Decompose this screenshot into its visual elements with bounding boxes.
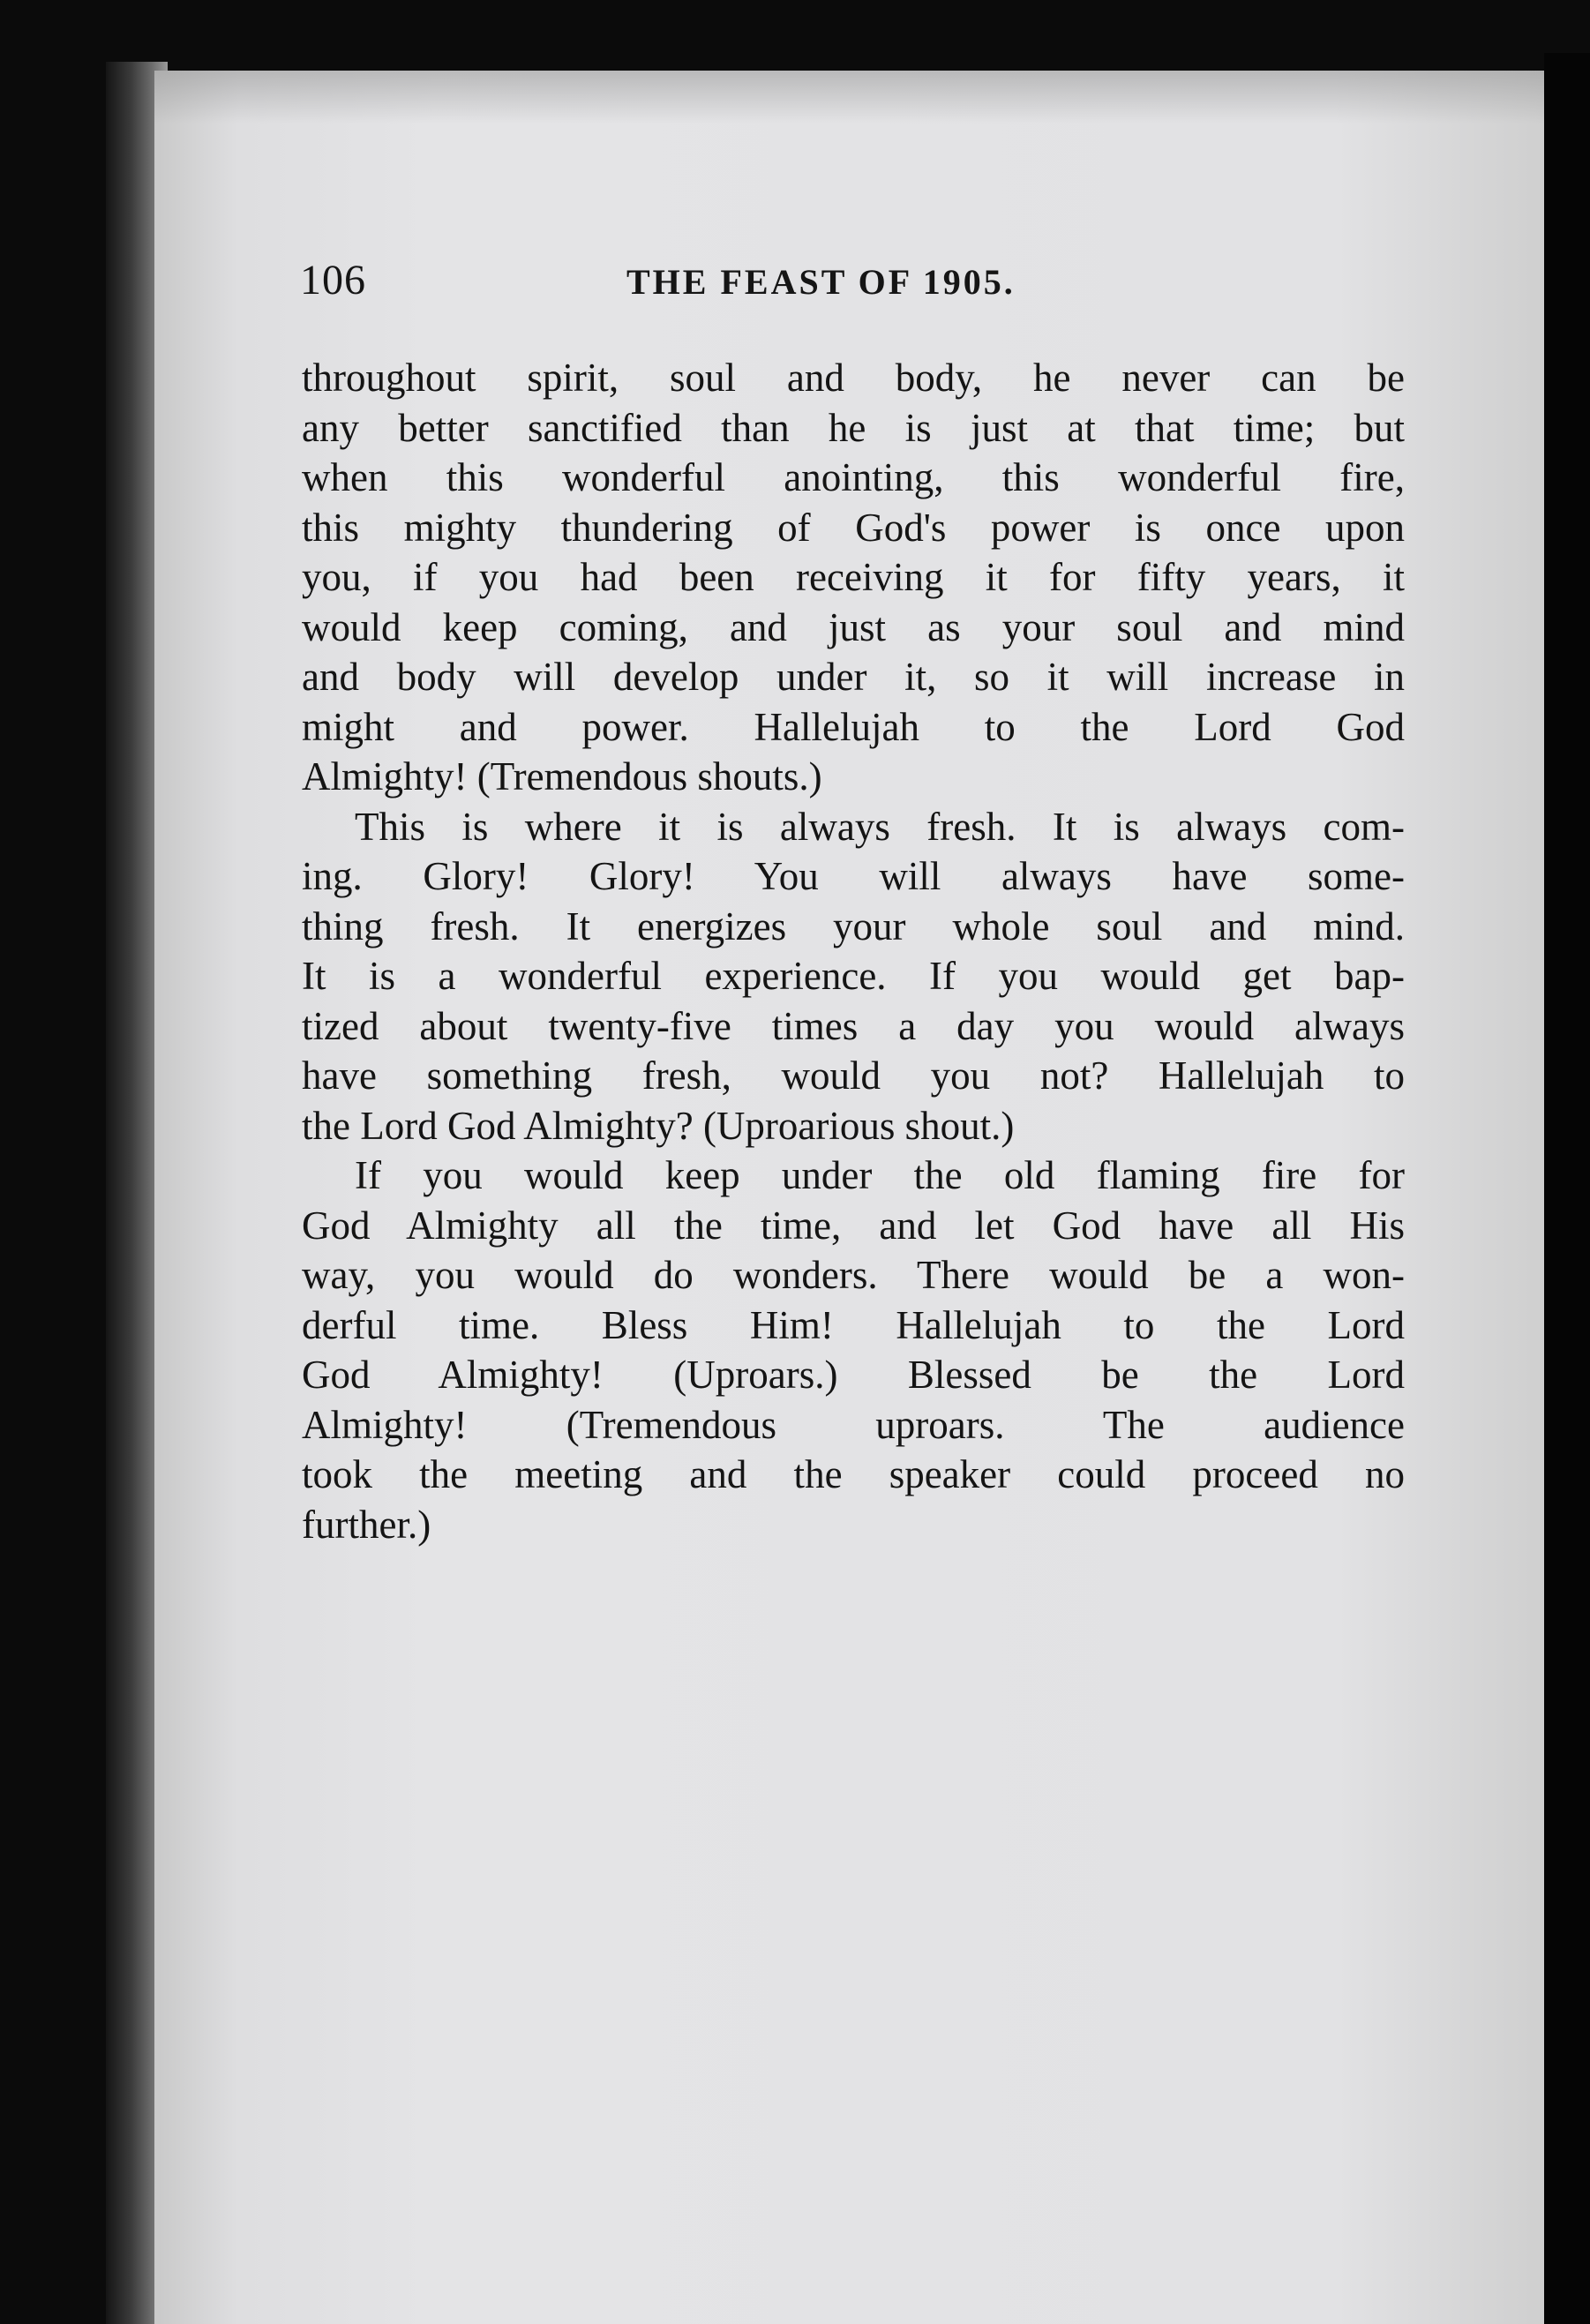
right-dark-border [1544, 53, 1590, 2324]
text-line: ing. Glory! Glory! You will always have some- [302, 854, 1405, 898]
page-top-shadow [154, 71, 1544, 124]
text-line: thing fresh. It energizes your whole soul and mind. [302, 903, 1405, 948]
text-line: derful time. Bless Him! Hallelujah to the Lord [302, 1302, 1405, 1347]
running-head: THE FEAST OF 1905. [626, 262, 1016, 302]
text-line: have something fresh, would you not? Hallelujah to [302, 1053, 1405, 1098]
text-line: If you would keep under the old flaming fire for [355, 1153, 1405, 1197]
text-line: throughout spirit, soul and body, he never can be [302, 356, 1405, 400]
text-line: God Almighty! (Uproars.) Blessed be the Lord [302, 1353, 1405, 1397]
paragraph-3 [302, 1151, 1405, 1549]
text-line: God Almighty all the time, and let God have all His [302, 1203, 1405, 1248]
text-line: the Lord God Almighty? (Uproarious shout.) [302, 1103, 1015, 1148]
page-number: 106 [300, 257, 366, 304]
text-line: might and power. Hallelujah to the Lord God [302, 704, 1405, 749]
text-line: further.) [302, 1502, 431, 1547]
text-line: tized about twenty-five times a day you would always [302, 1003, 1405, 1048]
text-line: took the meeting and the speaker could proceed no [302, 1452, 1405, 1496]
text-line: This is where it is always fresh. It is always com- [355, 804, 1405, 849]
body-text [302, 353, 1405, 1549]
text-line: Almighty! (Tremendous shouts.) [302, 754, 822, 798]
paragraph-1 [302, 353, 1405, 802]
text-line: when this wonderful anointing, this wonderful fire, [302, 455, 1405, 499]
text-line: you, if you had been receiving it for fifty years, it [302, 555, 1405, 599]
page-header [300, 256, 1191, 309]
text-line: and body will develop under it, so it will increase in [302, 655, 1405, 699]
text-line: way, you would do wonders. There would be a won- [302, 1253, 1405, 1297]
text-line: Almighty! (Tremendous uproars. The audience [302, 1402, 1405, 1447]
text-line: this mighty thundering of God's power is once upon [302, 505, 1405, 550]
text-line: any better sanctified than he is just at that time; but [302, 405, 1405, 450]
text-line: It is a wonderful experience. If you would get bap- [302, 954, 1405, 998]
text-line: would keep coming, and just as your soul and mind [302, 604, 1405, 649]
paragraph-2 [302, 802, 1405, 1151]
